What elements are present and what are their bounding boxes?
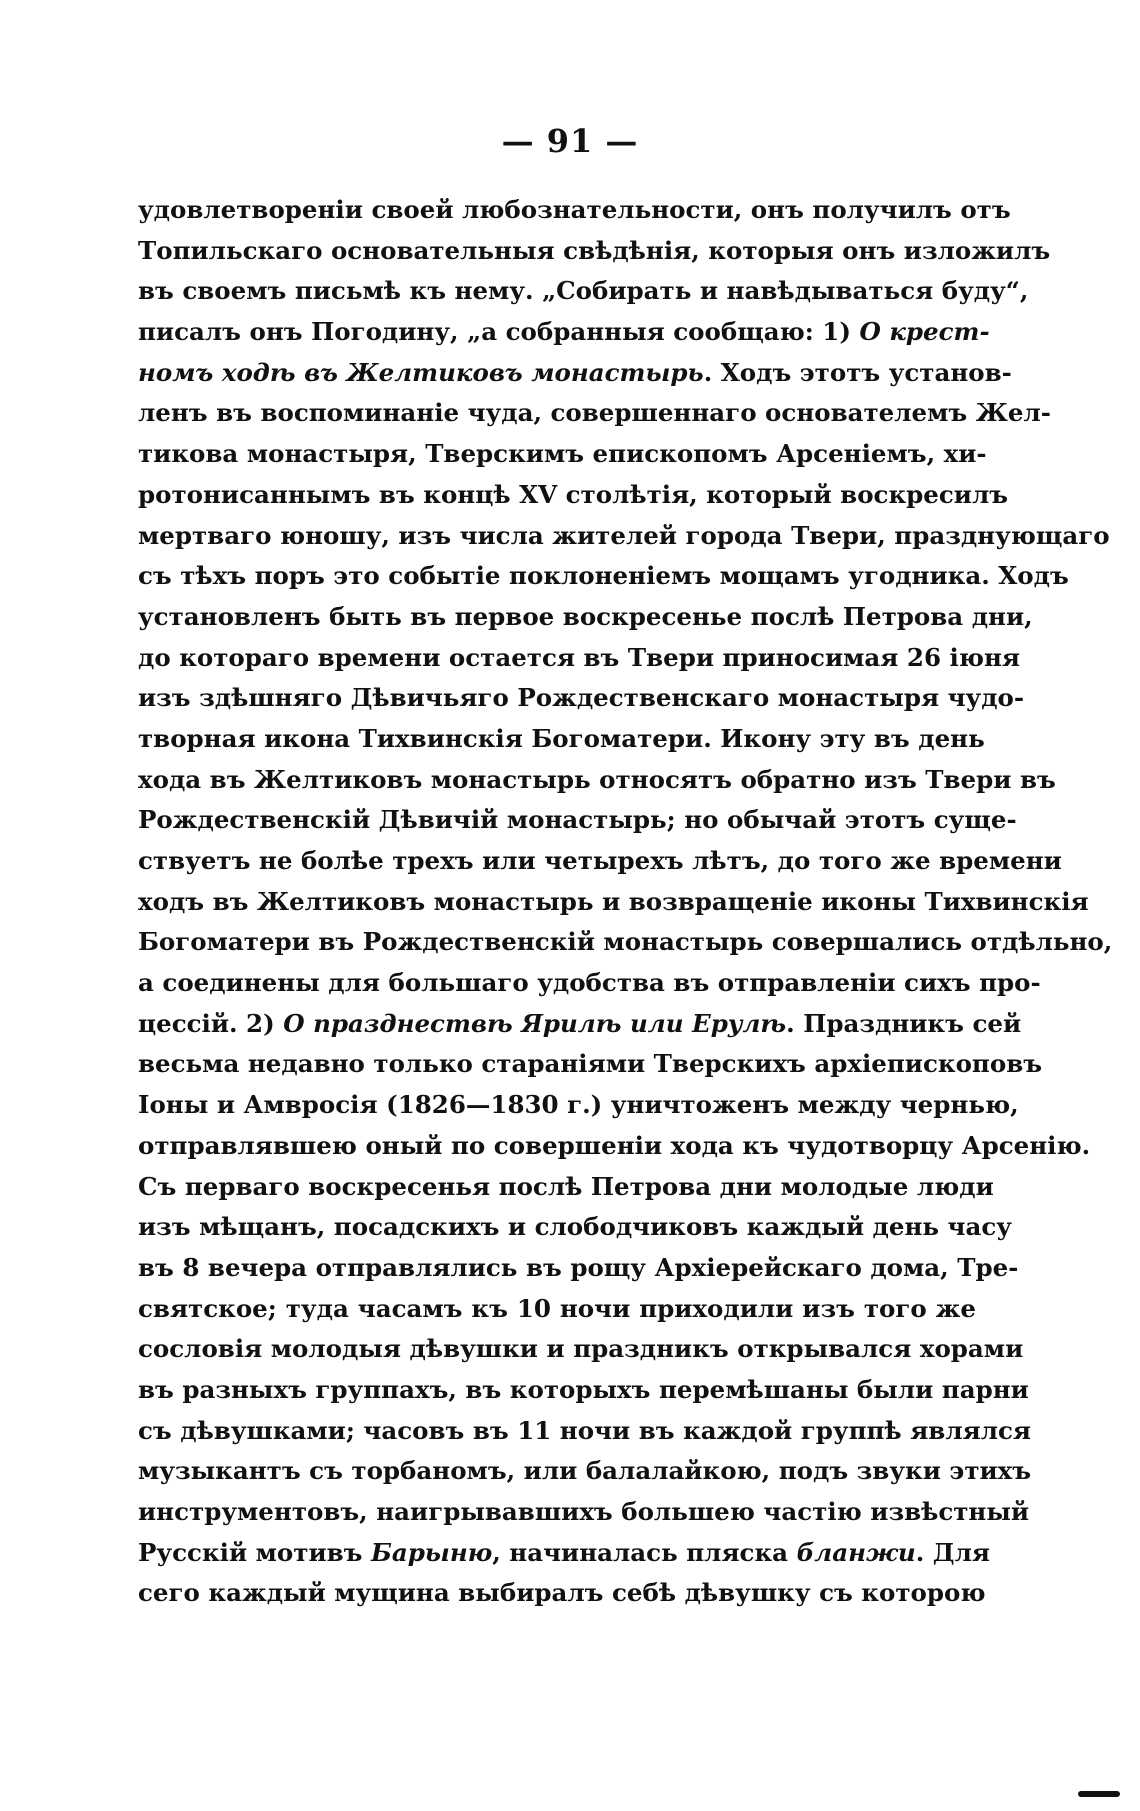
text-span: въ своемъ письмѣ къ нему. „Собирать и навѣдываться буду“, [138,276,1029,306]
text-line [138,231,1051,272]
text-line [138,841,1062,882]
text-line [138,1044,1043,1085]
text-line [138,1411,1031,1452]
text-line [138,922,1113,963]
text-line [138,1573,986,1614]
italic-text: номъ ходѣ въ Желтиковъ монастырь [138,357,704,387]
text-span: а соединены для большаго удобства въ отправленiи сихъ про- [138,968,1041,998]
text-span: отправлявшею оный по совершенiи хода къ чудотворцу Арсенiю. [138,1130,1091,1160]
text-line [138,556,1069,597]
text-span: цессiй. 2) [138,1008,284,1038]
text-span: творная икона Тихвинскiя Богоматери. Икону эту въ день [138,723,985,753]
text-span: мертваго юношу, изъ числа жителей города Твери, празднующаго [138,520,1110,550]
text-span: установленъ быть въ первое воскресенье послѣ Петрова дни, [138,601,1033,631]
text-span: . Ходъ этотъ установ- [703,357,1012,387]
body-text [138,190,1113,1614]
text-line [138,719,985,760]
text-line [138,1207,1012,1248]
text-line [138,1248,1019,1289]
text-span: , начиналась пляска [492,1537,797,1567]
text-line [138,1370,1029,1411]
text-span: Топильскаго основательныя свѣдѣнiя, которыя онъ изложилъ [138,235,1051,265]
text-span: съ дѣвушками; часовъ въ 11 ночи въ каждой группѣ являлся [138,1415,1031,1445]
text-line [138,1085,1019,1126]
text-line [138,1329,1024,1370]
text-line [138,1492,1030,1533]
text-span: сословiя молодыя дѣвушки и праздникъ открывался хорами [138,1334,1024,1364]
text-span: инструментовъ, наигрывавшихъ большею частiю извѣстный [138,1497,1030,1526]
text-line [138,800,1017,841]
text-span: . Праздникъ сей [786,1008,1022,1038]
text-line [138,1533,990,1574]
text-span: хода въ Желтиковъ монастырь относятъ обратно изъ Твери въ [138,764,1056,794]
text-span: въ разныхъ группахъ, въ которыхъ перемѣшаны были парни [138,1374,1029,1404]
text-line [138,190,1011,231]
text-line [138,678,1025,719]
text-span: ротонисаннымъ въ концѣ XV столѣтiя, который воскресилъ [138,479,1009,509]
text-span: изъ здѣшняго Дѣвичьяго Рождественскаго монастыря чудо- [138,683,1025,713]
text-span: ствуетъ не болѣе трехъ или четырехъ лѣтъ, до того же времени [138,846,1062,875]
text-span: Богоматери въ Рождественскiй монастырь совершались отдѣльно, [138,927,1113,957]
text-span: ленъ въ воспоминанiе чуда, совершеннаго основателемъ Жел- [138,398,1051,428]
text-line [138,516,1110,557]
page-number: — 91 — [501,122,639,160]
text-span: весьма недавно только старанiями Тверскихъ архiепископовъ [138,1049,1043,1079]
text-span: въ 8 вечера отправлялись въ рощу Архiерейскаго дома, Тре- [138,1252,1019,1282]
text-line [138,475,1009,516]
text-line [138,393,1051,434]
text-span: сего каждый мущина выбиралъ себѣ дѣвушку съ которою [138,1578,986,1608]
text-line [138,1289,976,1330]
text-span: тикова монастыря, Тверскимъ епископомъ Арсенiемъ, хи- [138,439,987,469]
text-line [138,312,990,353]
text-span: съ тѣхъ поръ это событiе поклоненiемъ мощамъ угодника. Ходъ [138,561,1069,591]
text-line [138,434,987,475]
text-span: до котораго времени остается въ Твери приносимая 26 iюня [138,642,1021,672]
italic-text: О крест- [859,317,990,347]
text-span: святское; туда часамъ къ 10 ночи приходили изъ того же [138,1293,976,1323]
text-line [138,1451,1032,1492]
text-line [138,353,1012,394]
text-line [138,271,1029,312]
text-span: Рождественскiй Дѣвичiй монастырь; но обычай этотъ суще- [138,805,1017,835]
text-line [138,760,1056,801]
text-line [138,1126,1091,1167]
text-line [138,597,1033,638]
italic-text: Барыню [370,1537,493,1567]
text-span: музыкантъ съ торбаномъ, или балалайкою, подъ звуки этихъ [138,1456,1032,1486]
text-span: ходъ въ Желтиковъ монастырь и возвращенiе иконы Тихвинскiя [138,886,1089,916]
text-span: писалъ онъ Погодину, „а собранныя сообщаю: 1) [138,317,860,347]
page-edge-mark [1078,1791,1120,1797]
text-span: изъ мѣщанъ, посадскихъ и слободчиковъ каждый день часу [138,1212,1012,1242]
text-span: . Для [915,1537,990,1567]
text-line [138,882,1089,923]
text-line [138,963,1041,1004]
italic-text: О празднествѣ Ярилѣ или Ерулѣ [283,1008,787,1038]
text-span: Русскiй мотивъ [138,1537,371,1567]
text-span: Iоны и Амвросiя (1826—1830 г.) уничтоженъ между чернью, [138,1090,1019,1120]
italic-text: бланжи [796,1537,916,1567]
text-span: Съ перваго воскресенья послѣ Петрова дни молодые люди [138,1171,994,1201]
text-line [138,1167,994,1208]
text-line [138,638,1021,679]
text-line [138,1004,1022,1045]
text-span: удовлетворенiи своей любознательности, онъ получилъ отъ [138,195,1011,224]
